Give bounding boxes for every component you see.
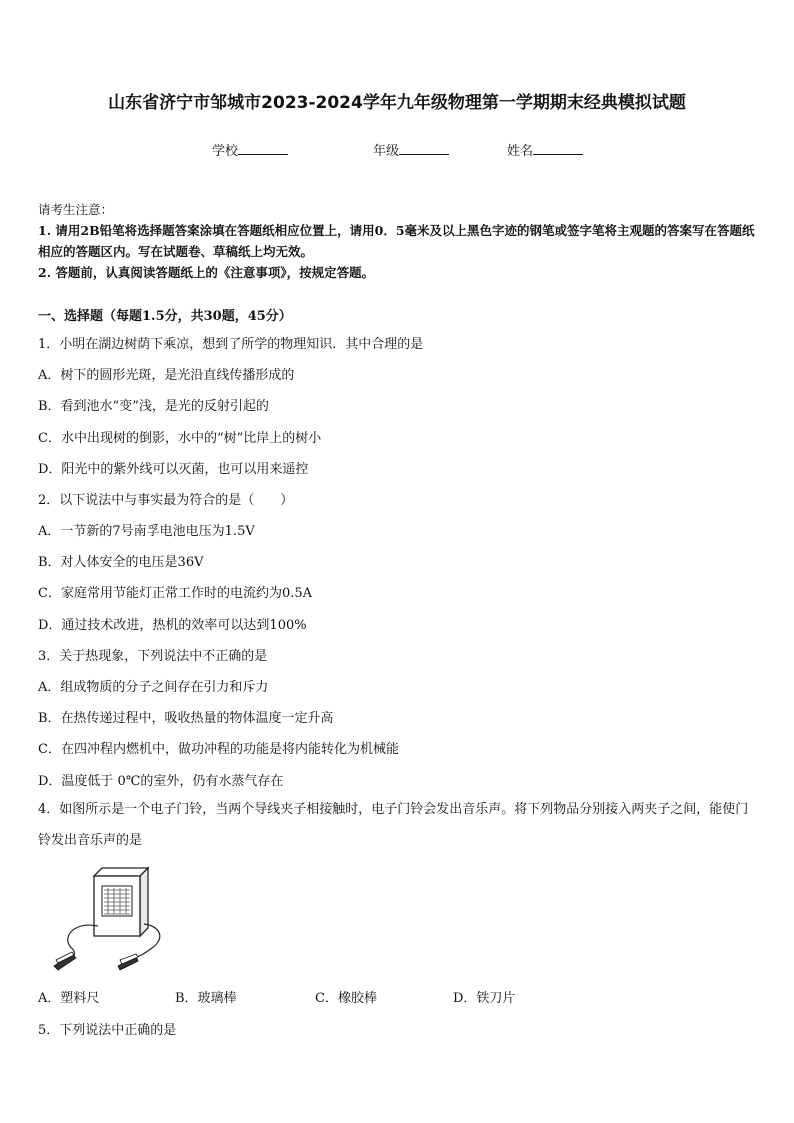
school-label: 学校 xyxy=(212,144,239,159)
question-5-stem: 5．下列说法中正确的是 xyxy=(38,1023,177,1038)
q3-option-b[interactable]: B．在热传递过程中，吸收热量的物体温度一定升高 xyxy=(38,711,334,726)
grade-field[interactable] xyxy=(373,140,449,159)
q3-option-c[interactable]: C．在四冲程内燃机中，做功冲程的功能是将内能转化为机械能 xyxy=(38,742,399,757)
doorbell-figure xyxy=(48,862,188,972)
q3-option-d[interactable]: D．温度低于 0℃的室外，仍有水蒸气存在 xyxy=(38,774,284,789)
q3-option-a[interactable]: A．组成物质的分子之间存在引力和斥力 xyxy=(38,680,269,695)
q1-option-c[interactable]: C．水中出现树的倒影，水中的“树”比岸上的树小 xyxy=(38,431,322,446)
q4-option-a[interactable]: A．塑料尺 xyxy=(38,991,100,1006)
q4-option-b[interactable]: B．玻璃棒 xyxy=(175,991,237,1006)
name-blank[interactable] xyxy=(533,141,583,155)
grade-blank[interactable] xyxy=(399,141,449,155)
q1-option-a[interactable]: A．树下的圆形光斑，是光沿直线传播形成的 xyxy=(38,368,295,383)
q2-option-b[interactable]: B．对人体安全的电压是36V xyxy=(38,555,204,570)
q1-option-d[interactable]: D．阳光中的紫外线可以灭菌，也可以用来遥控 xyxy=(38,462,309,477)
q4-option-d[interactable]: D．铁刀片 xyxy=(453,991,516,1006)
q2-option-d[interactable]: D．通过技术改进，热机的效率可以达到100% xyxy=(38,618,307,633)
notice-block xyxy=(38,199,760,283)
section-heading: 一、选择题（每题1.5分，共30题，45分） xyxy=(38,309,292,324)
q1-option-b[interactable]: B．看到池水“变”浅，是光的反射引起的 xyxy=(38,399,269,414)
notice-item-2: 2. 答题前，认真阅读答题纸上的《注意事项》，按规定答题。 xyxy=(38,265,375,280)
question-1-stem: 1．小明在湖边树荫下乘凉，想到了所学的物理知识．其中合理的是 xyxy=(38,337,424,352)
question-2-stem: 2．以下说法中与事实最为符合的是（ ） xyxy=(38,493,294,508)
doorbell-icon xyxy=(48,862,188,972)
grade-label: 年级 xyxy=(373,144,400,159)
notice-item-1: 1. 请用2B铅笔将选择题答案涂填在答题纸相应位置上，请用0．5毫米及以上黑色字迹的钢笔或签字笔将主观题的答案写在答题纸相应的答题区内。写在试题卷、草稿纸上均无效。 xyxy=(38,223,755,259)
q4-option-c[interactable]: C．橡胶棒 xyxy=(315,991,377,1006)
q2-option-c[interactable]: C．家庭常用节能灯正常工作时的电流约为0.5A xyxy=(38,586,313,601)
q2-option-a[interactable]: A．一节新的7号南孚电池电压为1.5V xyxy=(38,524,255,539)
school-field[interactable] xyxy=(212,140,288,159)
name-field[interactable] xyxy=(507,140,583,159)
school-blank[interactable] xyxy=(238,141,288,155)
notice-heading: 请考生注意： xyxy=(38,202,114,217)
name-label: 姓名 xyxy=(507,144,534,159)
question-4-stem: 4．如图所示是一个电子门铃，当两个导线夹子相接触时，电子门铃会发出音乐声。将下列物品分别接入两夹子之间，能使门铃发出音乐声的是 xyxy=(38,802,749,848)
question-3-stem: 3．关于热现象，下列说法中不正确的是 xyxy=(38,649,268,664)
page-title: 山东省济宁市邹城市2023-2024学年九年级物理第一学期期末经典模拟试题 xyxy=(108,93,686,113)
